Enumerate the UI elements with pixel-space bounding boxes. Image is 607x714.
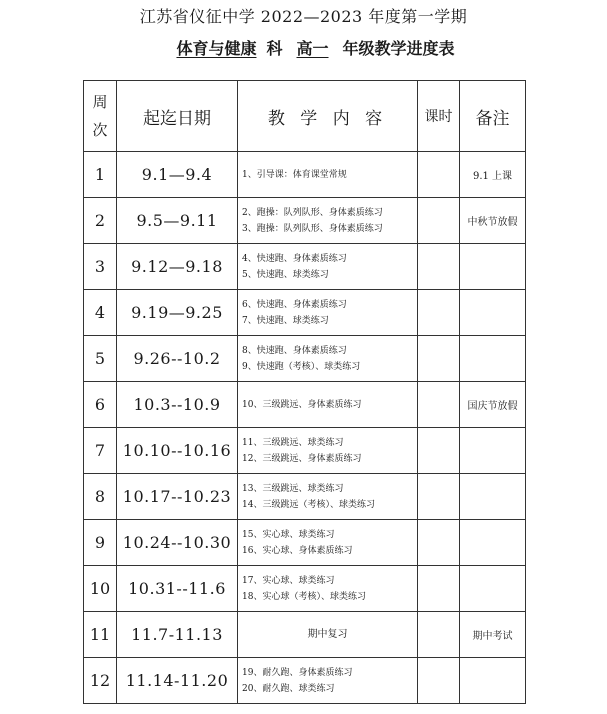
date-cell: 10.17--10.23 — [117, 474, 238, 520]
date-cell: 10.3--10.9 — [117, 382, 238, 428]
note-cell — [460, 428, 526, 474]
hours-cell — [418, 382, 460, 428]
header-hours: 课时 — [418, 81, 460, 152]
subject-field — [152, 39, 266, 58]
week-cell: 3 — [84, 244, 117, 290]
table-row — [84, 428, 526, 474]
note-cell — [460, 474, 526, 520]
content-line: 20、耐久跑、球类练习 — [242, 683, 335, 694]
date-cell: 9.26--10.2 — [117, 336, 238, 382]
content-cell — [238, 152, 418, 198]
content-line: 7、快速跑、球类练习 — [242, 315, 329, 326]
hours-cell — [418, 520, 460, 566]
note-cell — [460, 244, 526, 290]
hours-cell — [418, 474, 460, 520]
content-line: 1、引导课：体育课堂常规 — [242, 169, 347, 180]
content-cell — [238, 520, 418, 566]
content-line: 3、跑操：队列队形、身体素质练习 — [242, 223, 383, 234]
hours-cell — [418, 198, 460, 244]
hours-cell — [418, 152, 460, 198]
note-cell: 国庆节放假 — [460, 382, 526, 428]
hours-cell — [418, 658, 460, 704]
week-cell: 1 — [84, 152, 117, 198]
content-line: 6、快速跑、身体素质练习 — [242, 299, 347, 310]
content-line: 17、实心球、球类练习 — [242, 575, 335, 586]
document-title: 江苏省仪征中学 2022—2023 年度第一学期 — [139, 7, 468, 26]
week-cell: 8 — [84, 474, 117, 520]
schedule-table — [83, 80, 526, 704]
content-cell — [238, 658, 418, 704]
content-cell — [238, 428, 418, 474]
content-cell — [238, 474, 418, 520]
content-cell — [238, 566, 418, 612]
table-row — [84, 244, 526, 290]
week-cell: 12 — [84, 658, 117, 704]
content-line: 5、快速跑、球类练习 — [242, 269, 329, 280]
note-cell — [460, 290, 526, 336]
content-line: 15、实心球、球类练习 — [242, 529, 335, 540]
date-cell: 10.24--10.30 — [117, 520, 238, 566]
table-row — [84, 382, 526, 428]
date-cell: 11.14-11.20 — [117, 658, 238, 704]
grade-value: 高一 — [296, 39, 329, 58]
table-header-row — [84, 81, 526, 152]
date-cell: 11.7-11.13 — [117, 612, 238, 658]
table-row — [84, 566, 526, 612]
note-cell — [460, 658, 526, 704]
content-cell — [238, 198, 418, 244]
document-subtitle — [0, 36, 607, 59]
content-line: 11、三级跳远、球类练习 — [242, 437, 344, 448]
hours-cell — [418, 566, 460, 612]
week-cell: 9 — [84, 520, 117, 566]
content-cell — [238, 244, 418, 290]
date-cell: 9.1—9.4 — [117, 152, 238, 198]
content-line: 13、三级跳远、球类练习 — [242, 483, 344, 494]
grade-suffix: 年级教学进度表 — [342, 39, 455, 58]
table-row — [84, 658, 526, 704]
table-row — [84, 474, 526, 520]
content-cell — [238, 336, 418, 382]
header-notes: 备注 — [460, 81, 526, 152]
date-cell: 9.12—9.18 — [117, 244, 238, 290]
header-week: 周 次 — [84, 81, 117, 152]
date-cell: 9.19—9.25 — [117, 290, 238, 336]
hours-cell — [418, 290, 460, 336]
hours-cell — [418, 612, 460, 658]
table-row — [84, 336, 526, 382]
table-row — [84, 612, 526, 658]
note-cell: 9.1 上课 — [460, 152, 526, 198]
week-cell: 6 — [84, 382, 117, 428]
header-date: 起迄日期 — [117, 81, 238, 152]
content-line: 期中复习 — [307, 628, 348, 640]
content-line: 2、跑操：队列队形、身体素质练习 — [242, 207, 383, 218]
header-content: 教 学 内 容 — [238, 81, 418, 152]
content-line: 4、快速跑、身体素质练习 — [242, 253, 347, 264]
content-cell — [238, 290, 418, 336]
note-cell: 期中考试 — [460, 612, 526, 658]
week-cell: 7 — [84, 428, 117, 474]
note-cell — [460, 336, 526, 382]
table-row — [84, 152, 526, 198]
hours-cell — [418, 244, 460, 290]
date-cell: 10.10--10.16 — [117, 428, 238, 474]
note-cell — [460, 566, 526, 612]
table-row — [84, 520, 526, 566]
content-line: 19、耐久跑、身体素质练习 — [242, 667, 353, 678]
week-cell: 5 — [84, 336, 117, 382]
hours-cell — [418, 336, 460, 382]
date-cell: 10.31--11.6 — [117, 566, 238, 612]
week-cell: 10 — [84, 566, 117, 612]
table-row — [84, 198, 526, 244]
content-line: 14、三级跳远（考核）、球类练习 — [242, 499, 375, 510]
content-line: 12、三级跳远、身体素质练习 — [242, 453, 362, 464]
subject-value: 体育与健康 — [176, 39, 257, 58]
subject-suffix: 科 — [266, 39, 283, 58]
grade-field — [283, 39, 343, 58]
content-line: 9、快速跑（考核）、球类练习 — [242, 361, 361, 372]
table-row — [84, 290, 526, 336]
week-cell: 11 — [84, 612, 117, 658]
content-line: 18、实心球（考核）、球类练习 — [242, 591, 366, 602]
content-cell — [238, 382, 418, 428]
week-cell: 2 — [84, 198, 117, 244]
week-cell: 4 — [84, 290, 117, 336]
note-cell: 中秋节放假 — [460, 198, 526, 244]
date-cell: 9.5—9.11 — [117, 198, 238, 244]
note-cell — [460, 520, 526, 566]
content-line: 10、三级跳远、身体素质练习 — [242, 399, 362, 410]
content-cell — [238, 612, 418, 658]
content-line: 8、快速跑、身体素质练习 — [242, 345, 347, 356]
hours-cell — [418, 428, 460, 474]
content-line: 16、实心球、身体素质练习 — [242, 545, 353, 556]
